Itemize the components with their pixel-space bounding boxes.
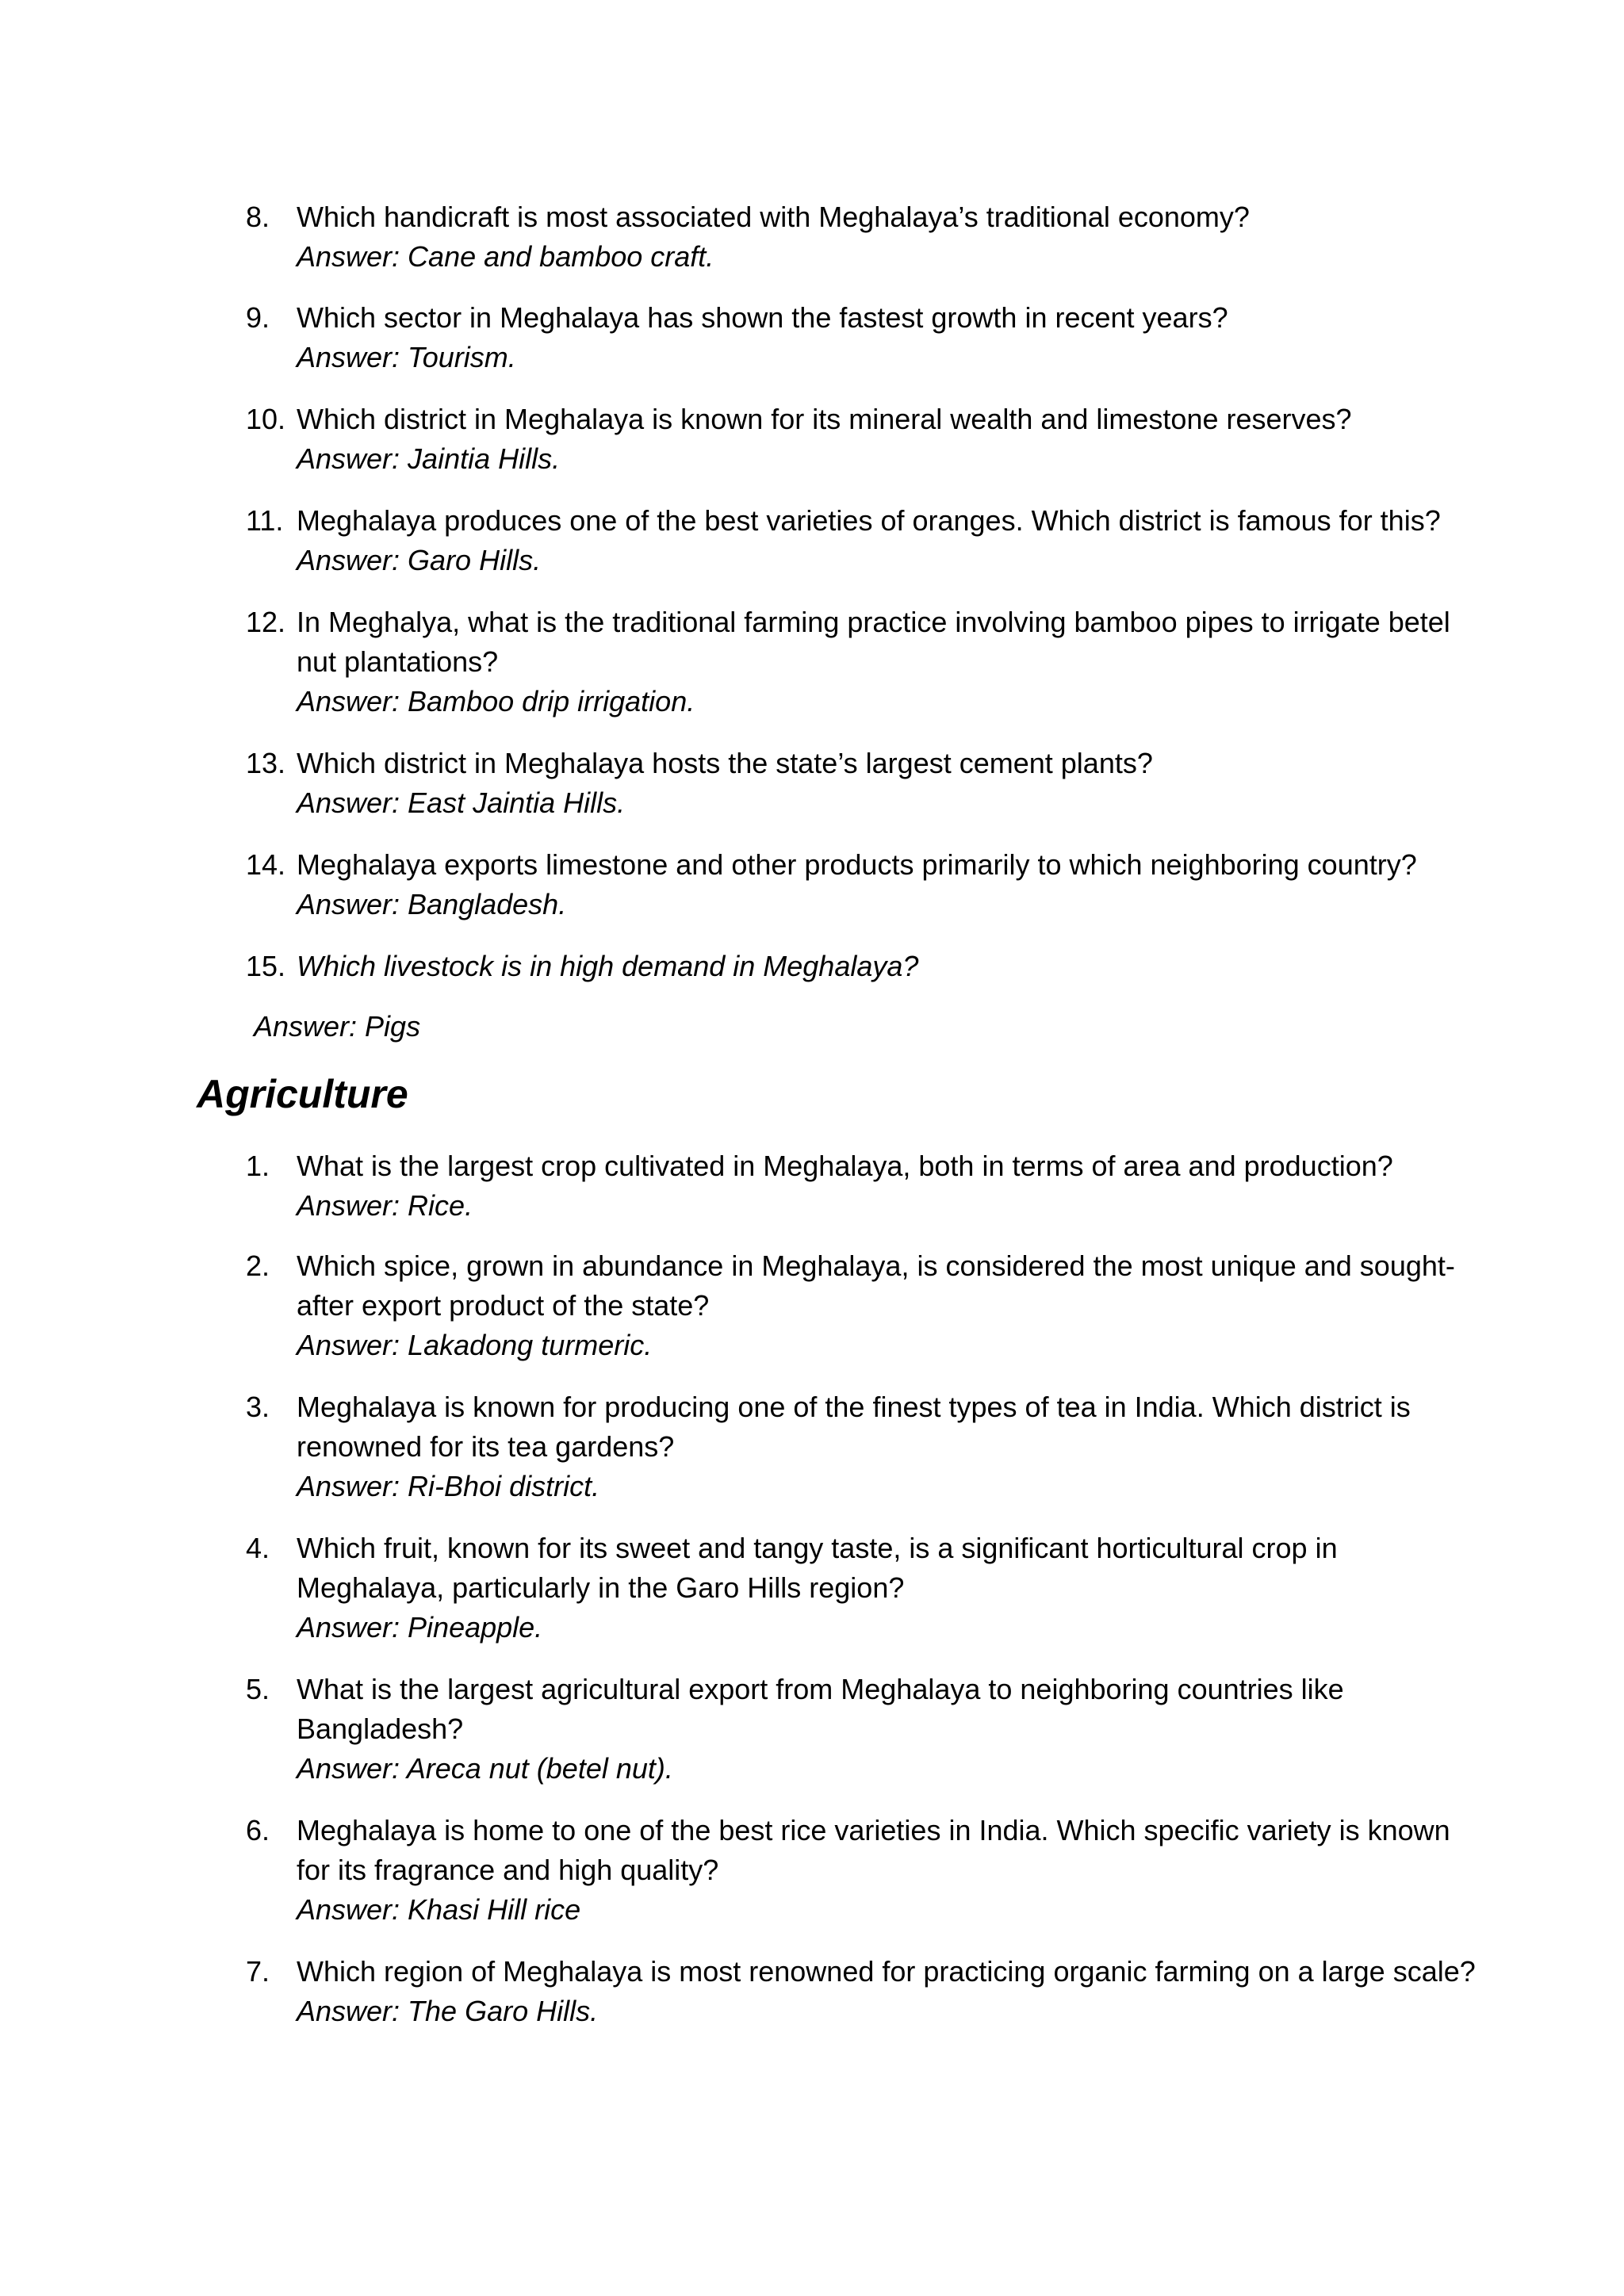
list-item: [246, 298, 1483, 377]
answer-text: Answer: Pineapple.: [297, 1611, 543, 1644]
item-number: 8.: [246, 201, 270, 233]
list-item: [246, 501, 1483, 580]
answer-text: Answer: Khasi Hill rice: [297, 1893, 581, 1926]
list-item: [246, 845, 1483, 924]
item-number: 12.: [246, 606, 286, 638]
list-item: [246, 400, 1483, 479]
item-number: 11.: [246, 504, 284, 537]
answer-text: Answer: Lakadong turmeric.: [297, 1329, 653, 1361]
answer-text: Answer: Pigs: [254, 1010, 421, 1043]
item-number: 1.: [246, 1150, 270, 1182]
question-text: What is the largest crop cultivated in Meghalaya, both in terms of area and production?: [297, 1150, 1393, 1182]
list-item: [246, 1952, 1483, 2031]
question-text: In Meghalya, what is the traditional farming practice involving bamboo pipes to irrigate betel nut plantations?: [297, 606, 1450, 678]
list-item: [246, 1529, 1483, 1647]
question-text: Which district in Meghalaya hosts the state’s largest cement plants?: [297, 747, 1153, 779]
item-number: 5.: [246, 1673, 270, 1705]
question-text: Which fruit, known for its sweet and tangy taste, is a significant horticultural crop in Meghalaya, particularly in the Garo Hills region?: [297, 1532, 1338, 1604]
question-text: Meghalaya exports limestone and other products primarily to which neighboring country?: [297, 848, 1417, 881]
list-item: [246, 603, 1483, 721]
question-text: Meghalaya is known for producing one of the finest types of tea in India. Which district is renowned for its tea gardens?: [297, 1391, 1411, 1463]
item-number: 9.: [246, 301, 270, 334]
answer-text: Answer: Areca nut (betel nut).: [297, 1752, 673, 1785]
question-text: Meghalaya produces one of the best varieties of oranges. Which district is famous for this?: [297, 504, 1441, 537]
list-item: [246, 1811, 1483, 1930]
item-number: 4.: [246, 1532, 270, 1564]
list-item: [246, 1670, 1483, 1789]
item-number: 6.: [246, 1814, 270, 1846]
answer-text: Answer: Jaintia Hills.: [297, 442, 561, 475]
list-item: [246, 1246, 1483, 1365]
list-item: [246, 1146, 1483, 1226]
question-text: Which sector in Meghalaya has shown the fastest growth in recent years?: [297, 301, 1228, 334]
list-item: [246, 197, 1483, 277]
question-text: Meghalaya is home to one of the best rice varieties in India. Which specific variety is known for its fragrance and high quality?: [297, 1814, 1450, 1886]
answer-text: Answer: Ri-Bhoi district.: [297, 1470, 600, 1502]
question-text: Which livestock is in high demand in Meghalaya?: [297, 950, 919, 982]
answer-text: Answer: East Jaintia Hills.: [297, 786, 626, 819]
item-number: 13.: [246, 747, 286, 779]
list-item: [246, 744, 1483, 823]
answer-text: Answer: Bamboo drip irrigation.: [297, 685, 695, 718]
question-text: What is the largest agricultural export from Meghalaya to neighboring countries like Bangladesh?: [297, 1673, 1344, 1745]
answer-text: Answer: Bangladesh.: [297, 888, 567, 920]
question-text: Which region of Meghalaya is most renowned for practicing organic farming on a large scale?: [297, 1955, 1476, 1988]
item-number: 2.: [246, 1249, 270, 1282]
question-text: Which district in Meghalaya is known for its mineral wealth and limestone reserves?: [297, 403, 1352, 435]
item-number: 14.: [246, 848, 286, 881]
item-number: 3.: [246, 1391, 270, 1423]
answer-text: Answer: Cane and bamboo craft.: [297, 240, 714, 273]
question-text: Which handicraft is most associated with Meghalaya’s traditional economy?: [297, 201, 1250, 233]
answer-text: Answer: Garo Hills.: [297, 544, 542, 576]
section-heading: Agriculture: [197, 1072, 408, 1116]
item-number: 15.: [246, 950, 286, 982]
question-text: Which spice, grown in abundance in Meghalaya, is considered the most unique and sought-after export product of the state?: [297, 1249, 1455, 1322]
answer-text: Answer: The Garo Hills.: [297, 1995, 599, 2027]
list-item: [246, 947, 1483, 986]
list-item: [246, 1387, 1483, 1506]
item-number: 7.: [246, 1955, 270, 1988]
item-number: 10.: [246, 403, 286, 435]
answer-text: Answer: Rice.: [297, 1189, 473, 1222]
answer-text: Answer: Tourism.: [297, 341, 516, 373]
